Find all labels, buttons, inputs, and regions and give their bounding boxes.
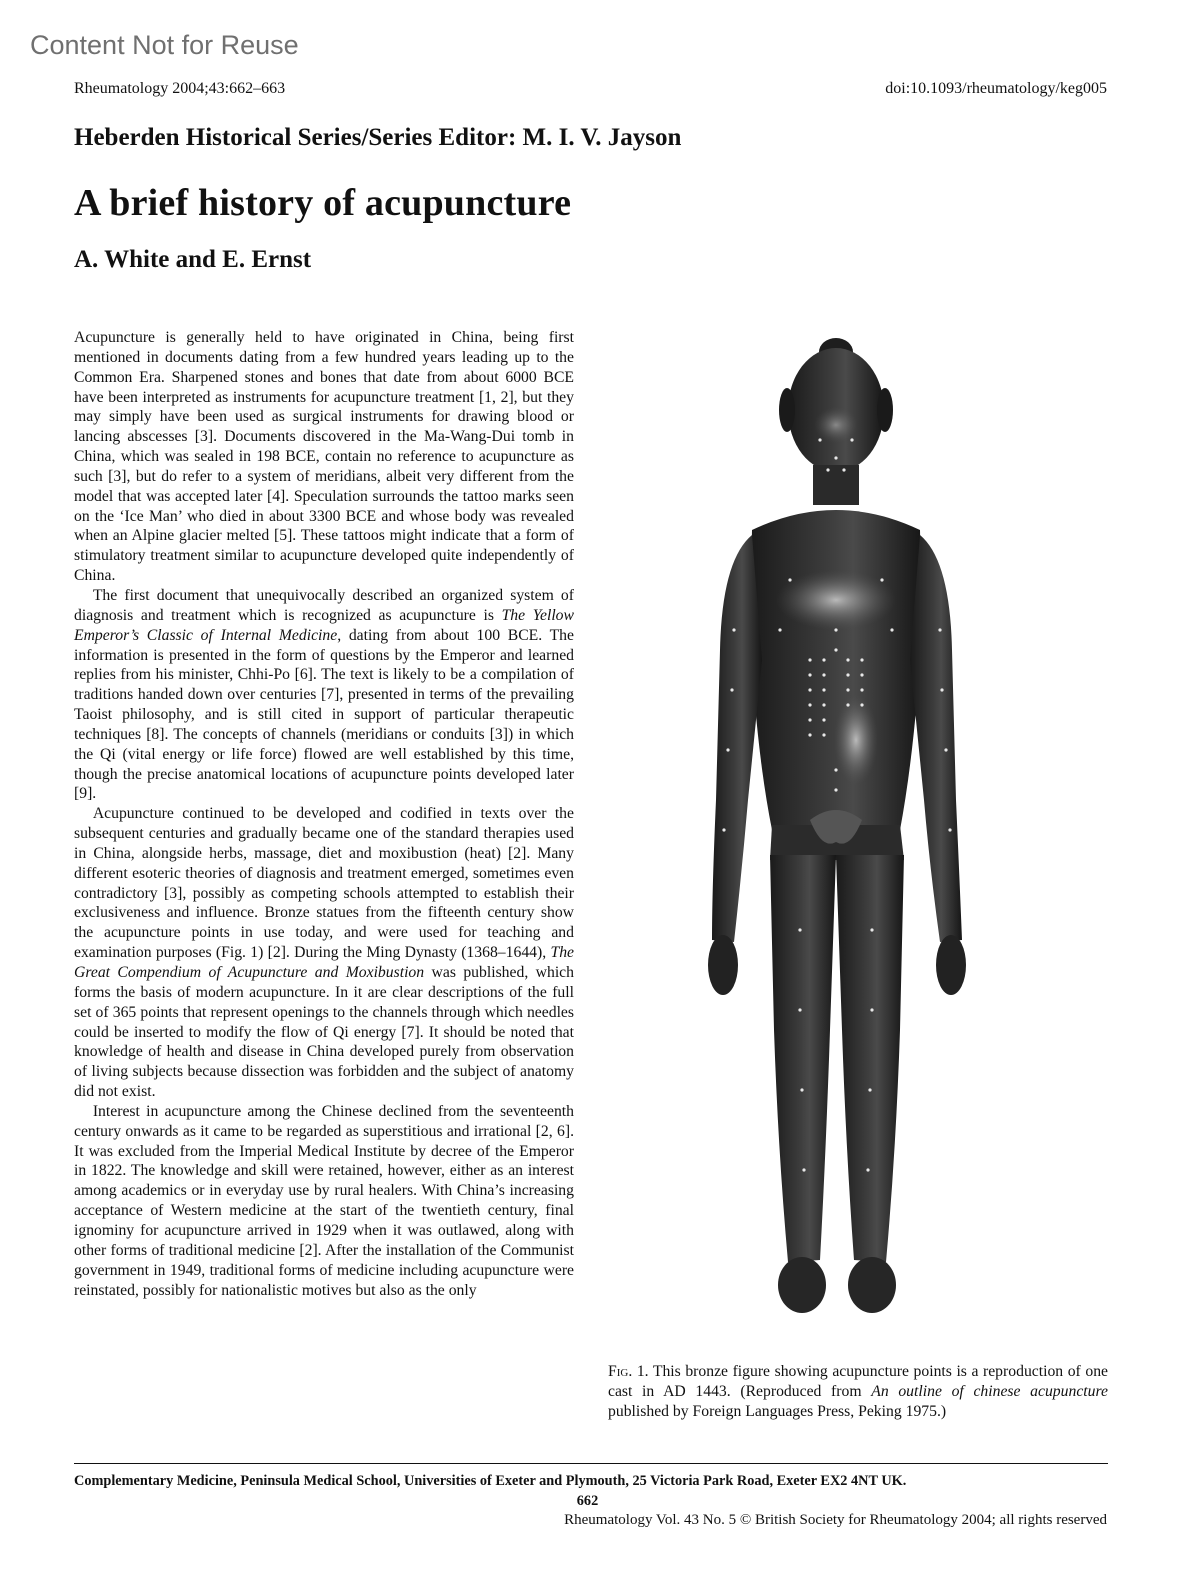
cited-work-title: The Yellow Emperor’s Classic of Internal Medicine [74, 606, 574, 644]
journal-copyright: Rheumatology Vol. 43 No. 5 © British Society for Rheumatology 2004; all rights reserved [564, 1512, 1107, 1528]
bronze-figure-image [660, 330, 990, 1340]
footer-divider [74, 1463, 1108, 1464]
caption-source-title: An outline of chinese acupuncture [871, 1382, 1108, 1400]
caption-text: This bronze figure showing acupuncture points is a reproduction of one cast in AD 1443. (Reproduced from [608, 1363, 1108, 1400]
figure-label: Fig. 1. [608, 1363, 649, 1380]
watermark: Content Not for Reuse [30, 30, 299, 60]
figure-caption [608, 1362, 1108, 1422]
paragraph-text: The first document that unequivocally described an organized system of diagnosis and treatment which is recognized as acupuncture is [74, 586, 574, 624]
caption-text: published by Foreign Languages Press, Peking 1975.) [608, 1402, 947, 1420]
article-body [74, 328, 574, 1300]
paragraph [74, 804, 574, 1102]
page-number: 662 [576, 1493, 599, 1509]
author-affiliation: Complementary Medicine, Peninsula Medical School, Universities of Exeter and Plymouth, 25 Victoria Park Road, Exeter EX2 4NT UK. [74, 1473, 907, 1489]
article-title: A brief history of acupuncture [74, 182, 572, 224]
cited-work-title: The Great Compendium of Acupuncture and Moxibustion [74, 944, 574, 981]
series-heading: Heberden Historical Series/Series Editor: M. I. V. Jayson [74, 124, 682, 151]
paragraph-text: , dating from about 100 BCE. The information is presented in the form of questions by the Emperor and learned replies from his minister, Chhi-Po [6]. The text is likely to be a compilation of traditions handed down over centuries [7], presented in terms of the prevailing Taoist philosophy, and is still cited in support of particular therapeutic techniques [8]. The concepts of channels (meridians or conduits [3]) in which the Qi (vital energy or life force) flowed are well established by this time, though the precise anatomical locations of acupuncture points developed later [9]. [74, 626, 574, 803]
paragraph: Acupuncture is generally held to have originated in China, being first mentioned in documents dating from a few hundred years leading up to the Common Era. Sharpened stones and bones that date from about 6000 BCE have been interpreted as instruments for acupuncture treatment [1, 2], but they may simply have been used as surgical instruments for drawing blood or lancing abscesses [3]. Documents discovered in the Ma-Wang-Dui tomb in China, which was sealed in 198 BCE, contain no reference to acupuncture as such [3], but do refer to a system of meridians, albeit very different from the model that was accepted later [4]. Speculation surrounds the tattoo marks seen on the ‘Ice Man’ who died in about 3300 BCE and whose body was revealed when an Alpine glacier melted [5]. These tattoos might indicate that a form of stimulatory treatment similar to acupuncture developed quite independently of China. [74, 329, 574, 585]
author-list: A. White and E. Ernst [74, 246, 312, 273]
doi-link[interactable]: doi:10.1093/rheumatology/keg005 [885, 80, 1107, 97]
paragraph [74, 586, 574, 804]
paragraph-text: was published, which forms the basis of modern acupuncture. In it are clear descriptions of the full set of 365 points that represent openings to the channels through which needles could be inserted to modify the flow of Qi energy [7]. It should be noted that knowledge of health and disease in China developed purely from observation of living subjects because dissection was forbidden and the subject of anatomy did not exist. [74, 964, 574, 1101]
paragraph-text: Acupuncture continued to be developed and codified in texts over the subsequent centuries and gradually became one of the standard therapies used in China, alongside herbs, massage, diet and moxibustion (heat) [2]. Many different esoteric theories of diagnosis and treatment emerged, sometimes even contradictory [3], possibly as competing schools attempted to establish their exclusiveness and influence. Bronze statues from the fifteenth century show the acupuncture points in use today, and were used for teaching and examination purposes (Fig. 1) [2]. During the Ming Dynasty (1368–1644), [74, 805, 574, 962]
journal-citation: Rheumatology 2004;43:662–663 [74, 80, 286, 97]
paragraph: Interest in acupuncture among the Chinese declined from the seventeenth century onwards as it came to be regarded as superstitious and irrational [2, 6]. It was excluded from the Imperial Medical Institute by decree of the Emperor in 1822. The knowledge and skill were retained, however, either as an interest among academics or in everyday use by rural healers. With China’s increasing acceptance of Western medicine at the start of the twentieth century, final ignominy for acupuncture arrived in 1929 when it was outlawed, along with other forms of traditional medicine [2]. After the installation of the Communist government in 1949, traditional forms of medicine including acupuncture were reinstated, possibly for nationalistic motives but also as the only [74, 1102, 574, 1299]
